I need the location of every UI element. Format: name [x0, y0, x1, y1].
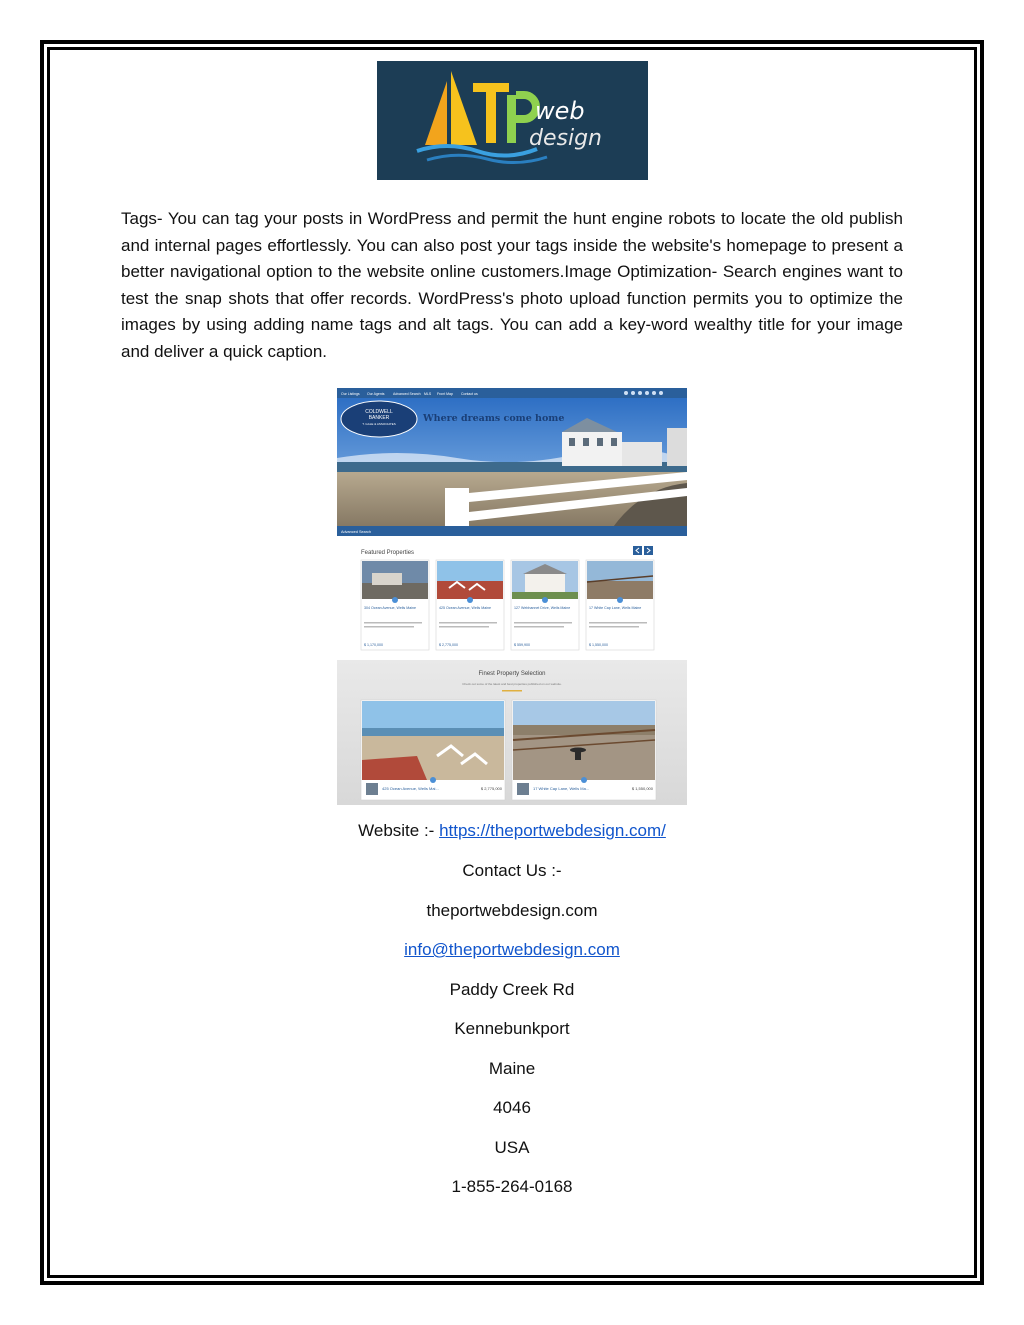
nav-item[interactable]: MLS [424, 392, 432, 396]
card-title[interactable]: 304 Ocean Avenue, Wells Maine [364, 606, 417, 610]
nav-item[interactable]: Contact us [461, 392, 478, 396]
contact-email-line [0, 940, 1024, 960]
featured-card[interactable] [361, 560, 429, 650]
website-screenshot-image [337, 388, 687, 805]
contact-domain: theportwebdesign.com [426, 901, 598, 920]
nav-item[interactable]: Advanced Search [393, 392, 421, 396]
website-link[interactable]: https://theportwebdesign.com/ [439, 821, 666, 840]
brand-line: COLDWELL [365, 409, 393, 415]
website-label: Website :- [358, 821, 435, 840]
email-link[interactable]: info@theportwebdesign.com [404, 940, 620, 959]
card-price: $ 2,775,000 [439, 643, 458, 647]
finest-card-title[interactable]: 425 Ocean Avenue, Wells Mai... [382, 786, 439, 791]
card-title[interactable]: 17 White Cap Lane, Wells Maine [589, 606, 642, 610]
website-line [0, 821, 1024, 841]
nav-item[interactable]: Our Agents [367, 392, 385, 396]
tp-web-design-logo [377, 61, 648, 180]
finest-card[interactable] [361, 700, 505, 800]
card-price: $ 1,170,000 [364, 643, 383, 647]
featured-card[interactable] [586, 560, 654, 650]
advanced-search-bar[interactable]: Advanced Search [341, 530, 371, 534]
prev-arrow-icon[interactable] [633, 546, 642, 555]
finest-card-price: $ 1,550,000 [631, 786, 653, 791]
finest-subtitle: Check out some of the latest and best properties published on our website. [462, 682, 562, 686]
featured-title: Featured Properties [361, 550, 415, 556]
card-title[interactable]: 127 Webhannet Drive, Wells Maine [514, 606, 571, 610]
sailboat-logo-icon [377, 61, 648, 180]
contact-city: Kennebunkport [454, 1019, 570, 1038]
logo-word-design: design [529, 126, 602, 151]
finest-card-price: $ 2,775,000 [480, 786, 502, 791]
contact-zip: 4046 [493, 1098, 531, 1117]
nav-item[interactable]: Our Listings [341, 392, 360, 396]
brand-line: T. GALE & ASSOCIATES [362, 422, 396, 426]
featured-card[interactable] [511, 560, 579, 650]
nav-item[interactable]: Front Map [437, 392, 453, 396]
contact-state: Maine [488, 1059, 536, 1078]
logo-word-web: web [535, 97, 585, 125]
finest-card[interactable] [512, 700, 656, 800]
contact-country: USA [494, 1138, 530, 1157]
card-title[interactable]: 425 Ocean Avenue, Wells Maine [439, 606, 492, 610]
card-price: $ 559,900 [514, 643, 530, 647]
contact-label: Contact Us :- [462, 861, 562, 880]
contact-phone: 1-855-264-0168 [451, 1177, 573, 1196]
body-paragraph: Tags- You can tag your posts in WordPress and permit the hunt engine robots to locate the old publish and internal pages effortlessly. You can also post your tags inside the website's homepage to present a better navigational option to the website online customers.Image Optimization- Search engines want to test the snap shots that offer records. WordPress's photo upload function permits you to optimize the images by using adding name tags and alt tags. You can add a key-word wealthy title for your image and deliver a quick caption. [121, 209, 903, 361]
card-price: $ 1,550,000 [589, 643, 608, 647]
featured-card[interactable] [436, 560, 504, 650]
brand-line: BANKER [368, 415, 390, 421]
finest-card-title[interactable]: 17 White Cap Lane, Wells Ma... [533, 786, 590, 791]
next-arrow-icon[interactable] [644, 546, 653, 555]
hero-title: Where dreams come home [423, 413, 565, 424]
contact-street: Paddy Creek Rd [449, 980, 575, 999]
website-screenshot [337, 388, 687, 805]
finest-title: Finest Property Selection [478, 671, 546, 677]
